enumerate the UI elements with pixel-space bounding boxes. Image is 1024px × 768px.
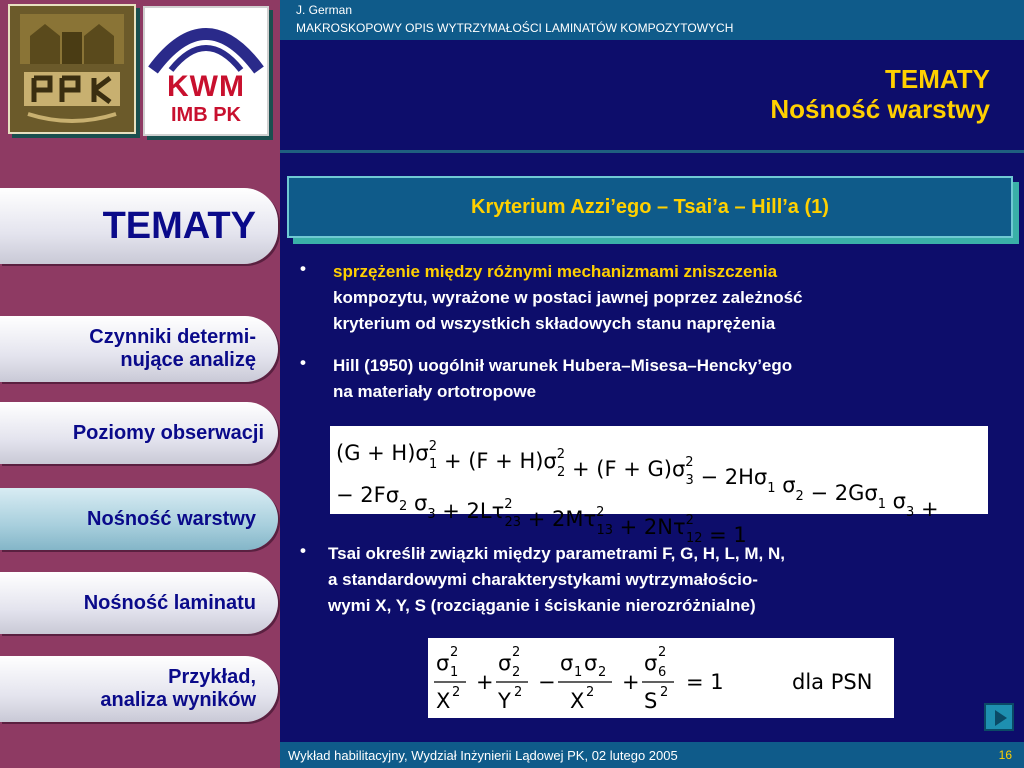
slide-subtitle: Kryterium Azzi’ego – Tsai’a – Hill’a (1) xyxy=(471,195,829,218)
eq1-term: − 2Hσ xyxy=(693,465,768,489)
header-author: J. German xyxy=(296,3,353,17)
equation-tsai xyxy=(428,638,894,718)
bullet-1-line2: kompozytu, wyrażone w postaci jawnej poprzez zależność xyxy=(333,288,803,307)
sidebar-heading-temat[interactable] xyxy=(0,188,278,264)
eq2-f2-num: σ xyxy=(498,651,512,675)
eq1-term: + xyxy=(914,497,939,521)
eq2-f3-num-b-sub: 2 xyxy=(598,665,607,680)
eq1-superscript: 2 xyxy=(556,447,566,462)
sidebar-item-nosnosc-warstwy[interactable] xyxy=(0,488,278,550)
slide-title-line2: Nośność warstwy xyxy=(770,94,990,124)
eq2-f3-num-b: σ xyxy=(584,651,598,675)
eq1-subscript: 23 xyxy=(504,515,522,530)
sidebar-item-poziomy[interactable] xyxy=(0,402,278,464)
eq1-term: + (F + H)σ xyxy=(437,449,557,473)
eq1-term: + (F + G)σ xyxy=(565,457,686,481)
eq2-f1-num: σ xyxy=(436,651,450,675)
eq2-f3-num-a-sub: 1 xyxy=(574,665,583,680)
eq2-f4-num: σ xyxy=(644,651,658,675)
page-number: 16 xyxy=(998,748,1012,762)
eq2-f1-num-sub: 1 xyxy=(450,665,459,680)
header-divider xyxy=(280,150,1024,153)
sidebar-item-label: analiza wyników xyxy=(100,689,256,711)
eq1-subscript: 2 xyxy=(557,465,566,480)
eq1-term: − 2Gσ xyxy=(803,481,878,505)
eq2-f1-den-sup: 2 xyxy=(452,685,461,700)
eq1-subscript: 1 xyxy=(429,457,438,472)
play-arrow-icon xyxy=(995,710,1007,726)
eq2-op2: − xyxy=(538,670,556,694)
eq2-f4-den-sup: 2 xyxy=(660,685,669,700)
eq2-f3-den-sup: 2 xyxy=(586,685,595,700)
eq1-term: + 2Mτ xyxy=(521,507,597,531)
eq1-term: σ xyxy=(775,473,796,497)
eq2-f2-num-sub: 2 xyxy=(512,665,521,680)
sidebar-item-przyklad[interactable] xyxy=(0,656,278,722)
bullet-2-line1: Hill (1950) uogólnił warunek Hubera–Misesa–Hencky’ego xyxy=(333,356,793,375)
eq1-term: = 1 xyxy=(702,523,747,547)
eq1-subscript: 12 xyxy=(685,531,703,546)
eq2-f3-num-a: σ xyxy=(560,651,574,675)
footer-text: Wykład habilitacyjny, Wydział Inżynierii Lądowej PK, 02 lutego 2005 xyxy=(288,748,678,763)
eq1-subscript: 3 xyxy=(685,473,694,488)
svg-text:σ xyxy=(436,651,449,675)
eq1-term: σ xyxy=(885,489,906,513)
sidebar-heading-label: TEMATY xyxy=(102,204,256,247)
eq1-subscript: 2 xyxy=(795,489,804,504)
bullet-3-line3: wymi X, Y, S (rozciąganie i ściskanie nierozróżnialne) xyxy=(328,596,756,615)
next-slide-button[interactable] xyxy=(984,703,1014,731)
eq2-note: dla PSN xyxy=(792,670,873,694)
sidebar-item-label: Czynniki determi- xyxy=(89,326,256,348)
eq1-subscript: 13 xyxy=(596,523,613,538)
bullet-dot: • xyxy=(300,259,306,278)
eq1-subscript: 1 xyxy=(767,481,776,496)
sidebar-item-label: Nośność laminatu xyxy=(83,591,256,614)
eq2-rhs: = 1 xyxy=(686,670,724,694)
eq1-subscript: 3 xyxy=(905,505,915,520)
kwm-logo xyxy=(143,6,269,136)
slide-title xyxy=(770,64,990,124)
sidebar-item-label: Poziomy obserwacji xyxy=(72,421,264,444)
kwm-logo-line1: KWM xyxy=(167,70,245,103)
bullet-3-line2: a standardowymi charakterystykami wytrzymałościo- xyxy=(328,570,758,589)
bullet-3-line1: Tsai określił związki między parametrami F, G, H, L, M, N, xyxy=(328,544,785,563)
sidebar-item-czynniki[interactable] xyxy=(0,316,278,382)
bullet-1-line1: sprzężenie między różnymi mechanizmami zniszczenia xyxy=(333,262,778,281)
equation-hill-row2 xyxy=(336,483,747,547)
pk-logo xyxy=(8,4,136,134)
eq1-subscript: 2 xyxy=(399,499,408,514)
eq2-f2-den-sup: 2 xyxy=(514,685,523,700)
eq2-f1-num-sup: 2 xyxy=(450,645,459,660)
eq1-term: (G + H)σ xyxy=(336,441,429,465)
eq2-f1-den: X xyxy=(436,689,451,713)
bullet-dot: • xyxy=(300,541,306,560)
eq1-superscript: 2 xyxy=(685,513,694,528)
eq2-f4-num-sub: 6 xyxy=(658,665,667,680)
eq2-f3-den: X xyxy=(570,689,585,713)
sidebar-item-label: nujące analizę xyxy=(120,349,256,371)
eq2-f4-den: S xyxy=(644,689,658,713)
eq1-term: + 2Nτ xyxy=(612,515,686,539)
eq1-superscript: 2 xyxy=(504,497,513,512)
bullet-2-line2: na materiały ortotropowe xyxy=(333,382,537,401)
eq2-f2-num-sup: 2 xyxy=(512,645,521,660)
header-course-title: MAKROSKOPOWY OPIS WYTRZYMAŁOŚCI LAMINATÓW KOMPOZYTOWYCH xyxy=(296,21,734,35)
slide-title-line1: TEMATY xyxy=(885,64,990,94)
sidebar-item-label: Przykład, xyxy=(168,666,256,688)
eq1-term: − 2Fσ xyxy=(336,483,400,507)
eq1-superscript: 2 xyxy=(685,455,694,470)
eq2-op1: + xyxy=(476,670,494,694)
eq1-superscript: 2 xyxy=(596,505,605,520)
subtitle-box xyxy=(287,176,1013,238)
eq1-subscript: 1 xyxy=(877,497,886,512)
eq1-term: σ xyxy=(407,491,428,515)
eq2-f2-den: Y xyxy=(498,689,511,713)
eq1-subscript: 3 xyxy=(427,507,436,522)
sidebar-item-nosnosc-laminatu[interactable] xyxy=(0,572,278,634)
sidebar-item-label: Nośność warstwy xyxy=(87,507,256,530)
kwm-logo-line2: IMB PK xyxy=(171,104,241,126)
eq1-term: + 2Lτ xyxy=(435,499,505,523)
eq2-f4-num-sup: 2 xyxy=(658,645,667,660)
eq2-op3: + xyxy=(622,670,640,694)
bullet-dot: • xyxy=(300,353,306,372)
eq1-superscript: 2 xyxy=(428,439,437,454)
bullet-1-line3: kryterium od wszystkich składowych stanu naprężenia xyxy=(333,314,776,333)
